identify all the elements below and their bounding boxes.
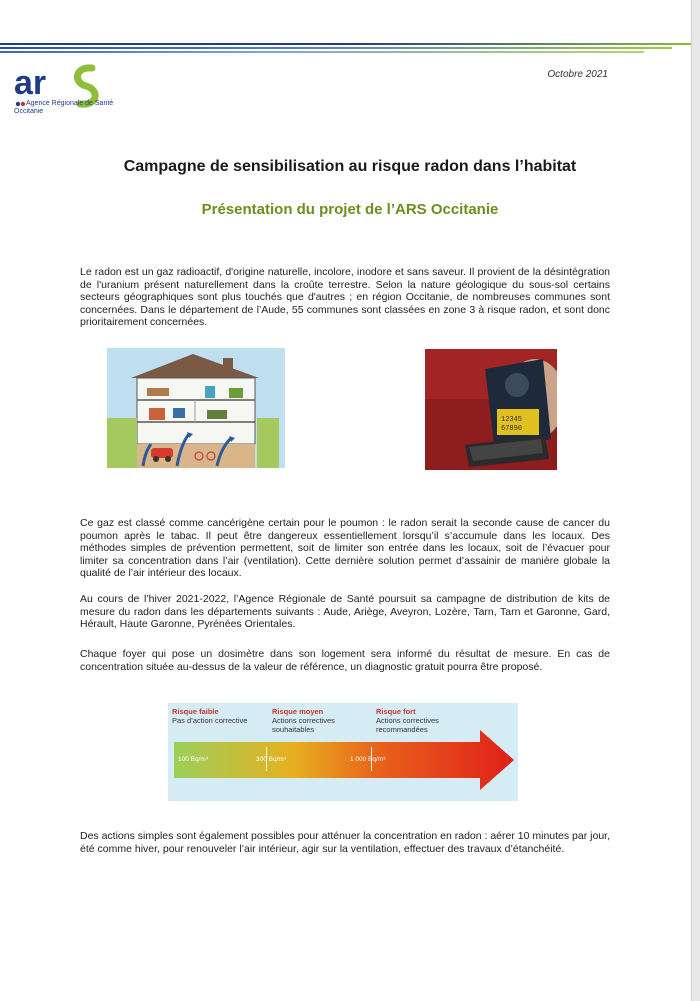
- risk-mid-head: Risque moyen: [272, 707, 324, 716]
- health-paragraph: Ce gaz est classé comme cancérigène certain pour le poumon : le radon serait la seconde cause de cancer du poumon après le tabac. Il peut être dangereux essentiellement lorsqu’il s’accumule dans les locaux. Des méthodes simples de prévention permettent, soit de limiter son entrée dans les locaux, soit de l’évacuer pour limiter sa concentration dans l’air (ventilation). Cette dernière solution permet d’assainir de manière globale la qualité de l’air intérieur des locaux.: [80, 517, 610, 580]
- logo-caption: [14, 100, 113, 116]
- logo-line-2: Occitanie: [14, 108, 44, 115]
- page-title: Campagne de sensibilisation au risque radon dans l’habitat: [123, 158, 577, 175]
- svg-text:ar: ar: [14, 64, 47, 102]
- house-drawing: [107, 348, 285, 468]
- intro-paragraph: Le radon est un gaz radioactif, d'origine naturelle, incolore, inodore et sans saveur. Il provient de la désintégration de l'uranium présent naturellement dans la croûte terrestre. Selon la nature géologique du sous-sol certains secteurs géographiques sont plus touchés que d'autres ; en région Occitanie, de nombreuses communes sont concernées. Dans le département de l’Aude, 55 communes sont classées en zone 3 à risque radon, et sont donc prioritairement concernées.: [80, 266, 610, 329]
- page-subtitle: Présentation du projet de l’ARS Occitanie: [201, 201, 499, 218]
- tick-300: 300 Bq/m³: [256, 756, 286, 763]
- risk-high-label: [376, 707, 439, 734]
- risk-low-head: Risque faible: [172, 707, 219, 716]
- tick-1000: 1 000 Bq/m³: [350, 756, 386, 763]
- house-illustration: [107, 348, 285, 468]
- dosimeter-drawing: [425, 349, 557, 470]
- dosimeter-photo: [425, 349, 557, 470]
- risk-low-label: [172, 707, 247, 725]
- document-date: Octobre 2021: [547, 69, 608, 80]
- logo-line-1: Agence Régionale de Santé: [26, 100, 114, 107]
- risk-gradient-arrow: [174, 730, 518, 790]
- measurement-paragraph: Chaque foyer qui pose un dosimètre dans son logement sera informé du résultat de mesure. En cas de concentration située au-dessus de la valeur de référence, un diagnostic gratuit pourra être proposé.: [80, 648, 610, 673]
- risk-high-sub-1: Actions correctives: [376, 716, 439, 725]
- page-edge: [691, 0, 700, 1001]
- radon-risk-scale: [168, 703, 518, 801]
- header-color-rule: [0, 43, 700, 53]
- actions-paragraph: Des actions simples sont également possibles pour atténuer la concentration en radon : aérer 10 minutes par jour, été comme hiver, pour renouveler l’air intérieur, agir sur la ventilation, effectuer des travaux d’étanchéité.: [80, 830, 610, 855]
- tick-100: 100 Bq/m³: [178, 756, 208, 763]
- campaign-paragraph: Au cours de l’hiver 2021-2022, l’Agence Régionale de Santé poursuit sa campagne de distribution de kits de mesure du radon dans les départements suivants : Aude, Ariège, Aveyron, Lozère, Tarn, Tarn et Garonne, Gard, Hérault, Haute Garonne, Pyrénées Orientales.: [80, 593, 610, 631]
- risk-high-sub-2: recommandées: [376, 725, 428, 734]
- risk-mid-sub-1: Actions correctives: [272, 716, 335, 725]
- risk-mid-label: [272, 707, 335, 734]
- detector-digits-row-1: 12345: [501, 416, 523, 424]
- risk-low-sub: Pas d’action corrective: [172, 716, 248, 725]
- detector-digits-row-2: 67890: [501, 425, 523, 433]
- risk-mid-sub-2: souhaitables: [272, 725, 315, 734]
- risk-high-head: Risque fort: [376, 707, 416, 716]
